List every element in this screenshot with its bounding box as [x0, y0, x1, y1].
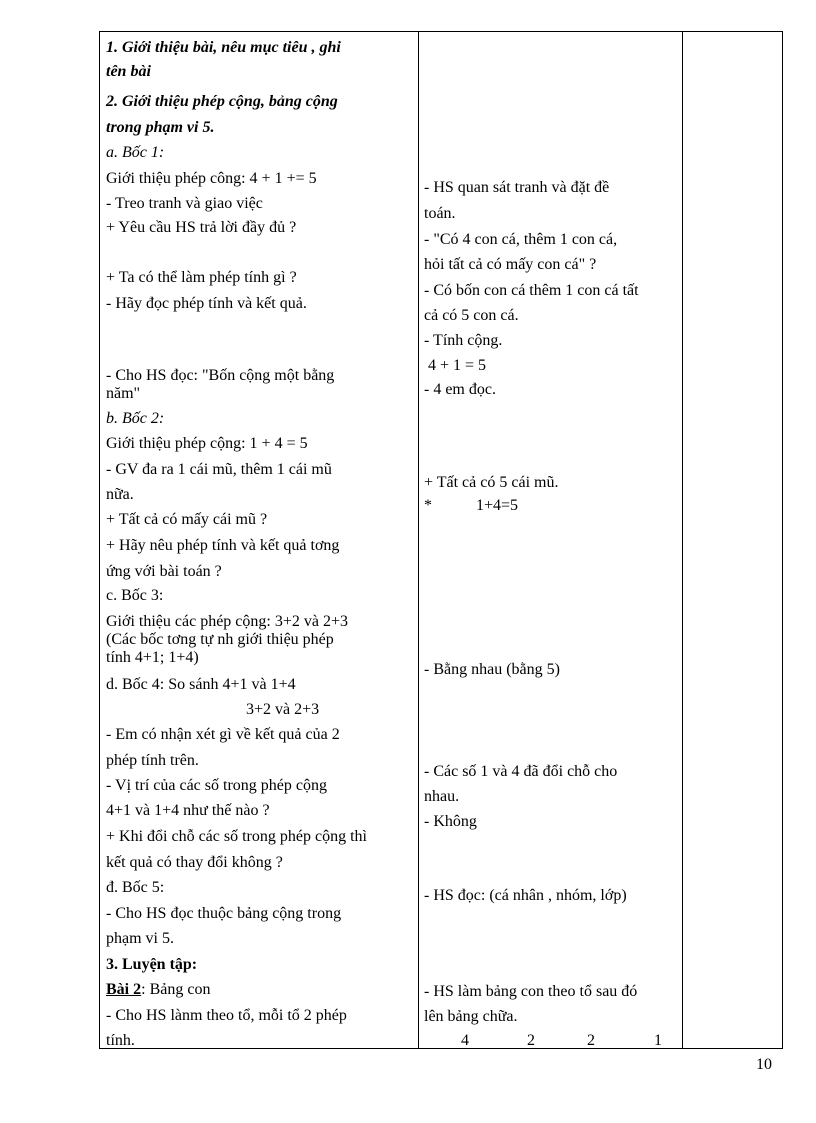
exercise-label: Bài 2 [106, 981, 142, 998]
exercise-line [106, 980, 210, 1000]
text-line: 4+1 và 1+4 như thế nào ? [106, 802, 270, 819]
section-heading: 1. Giới thiệu bài, nêu mục tiêu , ghi [106, 39, 341, 56]
text-line: ứng với bài toán ? [106, 563, 222, 580]
text-line: + Tất cả có mấy cái mũ ? [106, 511, 268, 528]
section-heading: tên bài [106, 63, 151, 80]
text-line: - Hãy đọc phép tính và kết quả. [106, 295, 307, 312]
number-cell: 2 [587, 1032, 595, 1049]
column-divider [418, 31, 419, 1049]
column-divider [682, 31, 683, 1049]
text-line: - Tính cộng. [424, 332, 503, 349]
text-line: - Các số 1 và 4 đã đổi chỗ cho [424, 763, 618, 780]
text-line: - HS đọc: (cá nhân , nhóm, lớp) [424, 887, 627, 904]
step-heading: b. Bốc 2: [106, 410, 165, 427]
step-heading: a. Bốc 1: [106, 144, 165, 161]
step-heading: c. Bốc 3: [106, 587, 164, 604]
text-line: toán. [424, 205, 456, 222]
text-line: Giới thiệu phép cộng: 1 + 4 = 5 [106, 435, 308, 452]
number-cell: 2 [527, 1032, 535, 1049]
exercise-text: : Bảng con [141, 981, 211, 998]
text-line: - HS làm bảng con theo tổ sau đó [424, 983, 638, 1000]
text-line: lên bảng chữa. [424, 1008, 518, 1025]
text-line: Giới thiệu các phép cộng: 3+2 và 2+3 [106, 613, 348, 630]
text-line: nhau. [424, 788, 460, 805]
text-line: hỏi tất cả có mấy con cá" ? [424, 256, 597, 273]
text-line: tính. [106, 1032, 135, 1049]
text-line: - Có bốn con cá thêm 1 con cá tất [424, 282, 639, 299]
text-line: - Cho HS đọc thuộc bảng cộng trong [106, 905, 342, 922]
text-line: phạm vi 5. [106, 930, 174, 947]
text-line: - Cho HS đọc: "Bốn cộng một bằng [106, 367, 335, 384]
text-line: - HS quan sát tranh và đặt đề [424, 179, 610, 196]
text-line: tính 4+1; 1+4) [106, 649, 199, 666]
text-line: Giới thiệu phép công: 4 + 1 += 5 [106, 170, 317, 187]
text-line: + Khi đổi chỗ các số trong phép cộng thì [106, 828, 367, 845]
section-heading: 2. Giới thiệu phép cộng, bảng cộng [106, 93, 338, 110]
text-line: 3+2 và 2+3 [246, 701, 320, 718]
text-line: + Tất cả có 5 cái mũ. [424, 474, 559, 491]
text-line: 4 + 1 = 5 [428, 357, 487, 374]
step-heading: d. Bốc 4: So sánh 4+1 và 1+4 [106, 676, 296, 693]
text-line: 1+4=5 [476, 497, 519, 514]
text-line: - Em có nhận xét gì về kết quả của 2 [106, 726, 340, 743]
text-line: - GV đa ra 1 cái mũ, thêm 1 cái mũ [106, 461, 332, 478]
text-line: cả có 5 con cá. [424, 307, 519, 324]
text-line: - Bằng nhau (bằng 5) [424, 661, 560, 678]
text-line: - Cho HS lànm theo tổ, mỗi tổ 2 phép [106, 1007, 347, 1024]
text-line: - 4 em đọc. [424, 381, 496, 398]
text-line: kết quả có thay đổi không ? [106, 854, 283, 871]
text-line: phép tính trên. [106, 752, 199, 769]
page-number: 10 [756, 1056, 772, 1073]
text-line: - Treo tranh và giao việc [106, 195, 263, 212]
text-line: * [424, 497, 432, 514]
section-heading: 3. Luyện tập: [106, 956, 198, 973]
text-line: - Không [424, 813, 477, 830]
text-line: năm" [106, 385, 141, 402]
text-line: - "Có 4 con cá, thêm 1 con cá, [424, 231, 618, 248]
number-cell: 4 [461, 1032, 469, 1049]
text-line: nữa. [106, 486, 134, 503]
number-cell: 1 [654, 1032, 662, 1049]
text-line: + Yêu cầu HS trả lời đầy đủ ? [106, 219, 297, 236]
text-line: + Ta có thể làm phép tính gì ? [106, 269, 297, 286]
step-heading: đ. Bốc 5: [106, 879, 165, 896]
text-line: - Vị trí của các số trong phép cộng [106, 777, 327, 794]
text-line: (Các bốc tơng tự nh giới thiệu phép [106, 631, 334, 648]
section-heading: trong phạm vi 5. [106, 119, 215, 136]
text-line: + Hãy nêu phép tính và kết quả tơng [106, 537, 340, 554]
